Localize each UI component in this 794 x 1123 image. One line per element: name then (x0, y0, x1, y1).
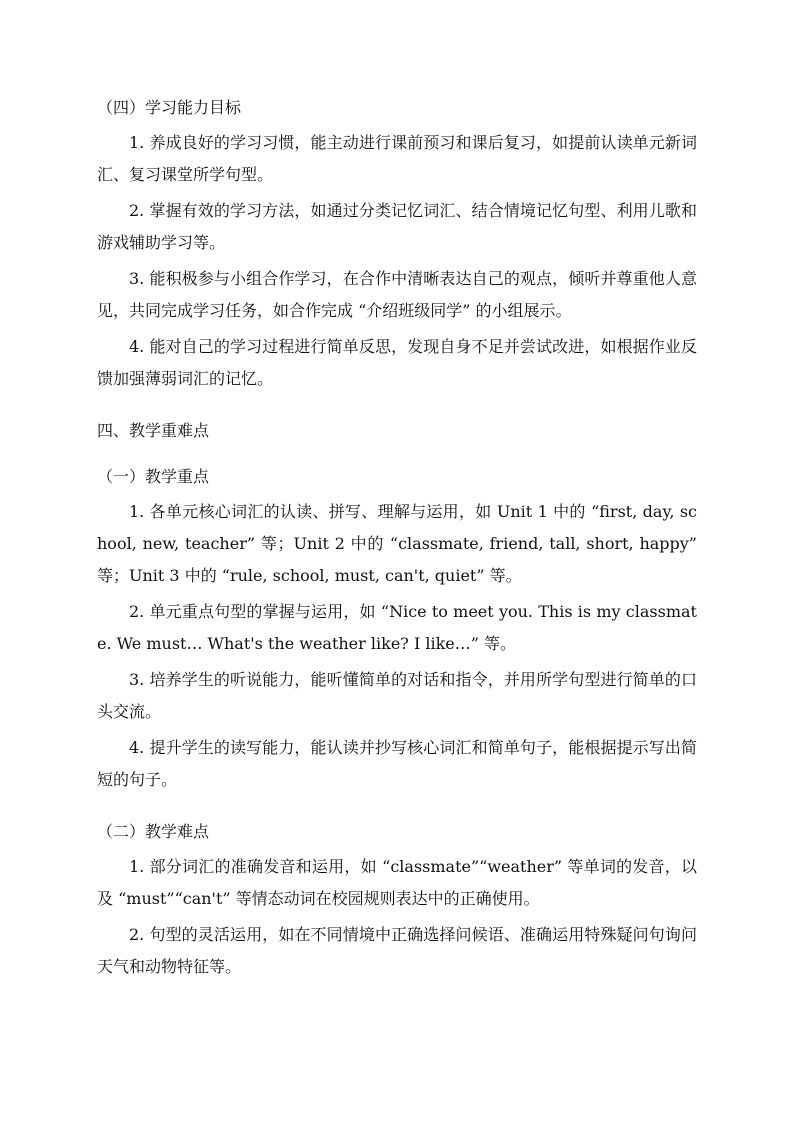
difficult-point-item-2: 2. 句型的灵活运用，如在不同情境中正确选择问候语、准确运用特殊疑问句询问天气和动物特征等。 (97, 925, 697, 976)
key-point-item-1: 1. 各单元核心词汇的认读、拼写、理解与运用，如 Unit 1 中的 “first, day, school, new, teacher” 等；Unit 2 中的 “classmate, friend, tall, short, happy” 等；Unit 3 中的 “rule, school, must, can't, quiet” 等。 (97, 502, 697, 585)
document-body (97, 92, 697, 983)
spacer (97, 446, 697, 461)
learning-ability-item-3: 3. 能积极参与小组合作学习，在合作中清晰表达自己的观点，倾听并尊重他人意见，共同完成学习任务，如合作完成 “介绍班级同学” 的小组展示。 (97, 269, 697, 320)
learning-ability-item-2: 2. 掌握有效的学习方法，如通过分类记忆词汇、结合情境记忆句型、利用儿歌和游戏辅助学习等。 (97, 201, 697, 252)
learning-ability-item-4: 4. 能对自己的学习过程进行简单反思，发现自身不足并尝试改进，如根据作业反馈加强薄弱词汇的记忆。 (97, 337, 697, 388)
spacer (97, 796, 697, 816)
teaching-key-difficult-heading: 四、教学重难点 (97, 421, 210, 440)
key-point-item-3: 3. 培养学生的听说能力，能听懂简单的对话和指令，并用所学句型进行简单的口头交流。 (97, 670, 697, 721)
key-points-subheading: （一）教学重点 (97, 467, 210, 486)
difficult-points-subheading: （二）教学难点 (97, 822, 210, 841)
learning-ability-subheading: （四）学习能力目标 (97, 98, 242, 117)
learning-ability-item-1: 1. 养成良好的学习习惯，能主动进行课前预习和课后复习，如提前认读单元新词汇、复习课堂所学句型。 (97, 133, 697, 184)
spacer (97, 395, 697, 415)
difficult-point-item-1: 1. 部分词汇的准确发音和运用，如 “classmate”“weather” 等单词的发音，以及 “must”“can't” 等情态动词在校园规则表达中的正确使用。 (97, 857, 697, 908)
key-point-item-4: 4. 提升学生的读写能力，能认读并抄写核心词汇和简单句子，能根据提示写出简短的句子。 (97, 738, 697, 789)
key-point-item-2: 2. 单元重点句型的掌握与运用，如 “Nice to meet you. This is my classmate. We must… What's the weather like? I like…” 等。 (97, 602, 697, 653)
